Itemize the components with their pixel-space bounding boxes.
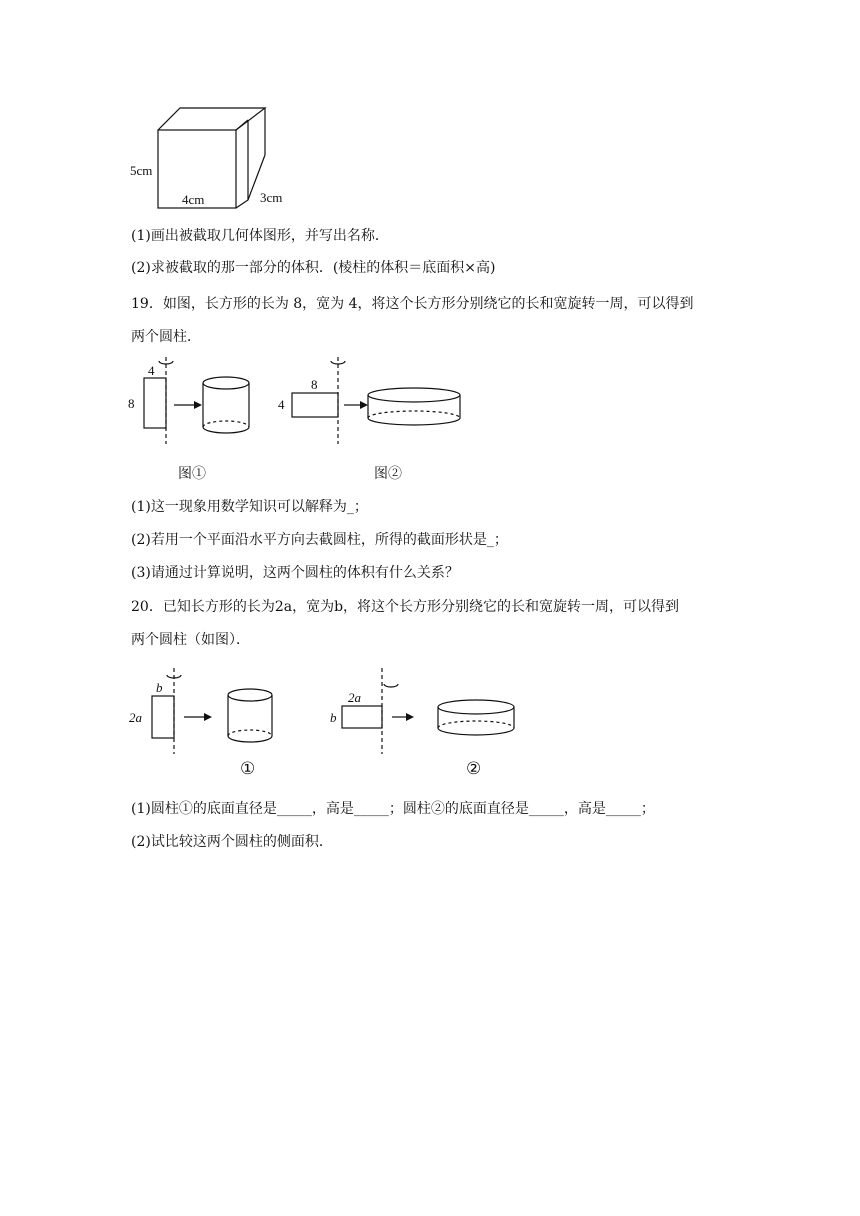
q20-fig2-rectangle	[342, 706, 382, 728]
prism-depth-label: 3cm	[260, 190, 283, 205]
q20-fig1-caption: ①	[240, 759, 256, 779]
q20-fig2-side-label: b	[330, 710, 337, 725]
q19-part1: (1)这一现象用数学知识可以解释为_；	[131, 499, 368, 515]
q19-stem-line1: 19．如图，长方形的长为 8，宽为 4，将这个长方形分别绕它的长和宽旋转一周，可以得到	[131, 296, 694, 312]
q18-part1: (1)画出被截取几何体图形，并写出名称．	[131, 228, 389, 244]
q19-fig1-cylinder-top	[203, 377, 249, 389]
q19-fig1-rotation-arrow	[159, 361, 173, 364]
q20-fig2-top-label: 2a	[348, 690, 361, 705]
prism-height-label: 5cm	[130, 163, 153, 178]
q19-figure-2	[274, 352, 474, 444]
q19-fig1-rectangle	[144, 378, 166, 428]
q18-part2: (2)求被截取的那一部分的体积．(棱柱的体积＝底面积×高)	[131, 260, 496, 276]
q19-fig2-rectangle	[292, 393, 338, 417]
q19-stem-line2: 两个圆柱．	[131, 329, 201, 345]
q20-fig1-side-label: 2a	[129, 710, 142, 725]
q20-figure-2	[326, 664, 526, 754]
q20-fig1-rectangle	[152, 696, 174, 738]
q19-figure-1	[126, 352, 266, 444]
q19-fig2-caption: 图②	[374, 466, 402, 482]
q20-part2: (2)试比较这两个圆柱的侧面积．	[131, 834, 333, 850]
prism-top-face	[158, 108, 265, 130]
prism-figure	[120, 100, 300, 215]
q20-figure-1	[126, 664, 286, 754]
prism-width-label: 4cm	[182, 192, 205, 207]
q20-fig1-cylinder-top	[228, 689, 272, 701]
q19-part2: (2)若用一个平面沿水平方向去截圆柱，所得的截面形状是_；	[131, 532, 508, 548]
q19-fig1-caption: 图①	[178, 466, 206, 482]
q19-fig1-side-label: 8	[128, 396, 135, 411]
q20-fig2-rotation-arrow	[384, 684, 398, 687]
q19-fig2-side-label: 4	[278, 397, 285, 412]
q20-stem-line2: 两个圆柱（如图）．	[131, 632, 250, 648]
q19-fig2-rotation-arrow	[331, 361, 345, 364]
q20-fig2-cylinder-top	[438, 700, 514, 714]
q20-fig1-top-label: b	[156, 680, 163, 695]
q20-fig2-caption: ②	[466, 759, 482, 779]
q19-fig2-top-label: 8	[311, 377, 318, 392]
q19-part3: (3)请通过计算说明，这两个圆柱的体积有什么关系？	[131, 565, 459, 581]
q20-stem-line1: 20．已知长方形的长为2a，宽为b，将这个长方形分别绕它的长和宽旋转一周，可以得到	[131, 599, 680, 615]
q19-fig1-top-label: 4	[148, 363, 155, 378]
q19-fig2-cylinder-top	[368, 388, 460, 402]
q20-part1: (1)圆柱①的底面直径是_____，高是_____；圆柱②的底面直径是_____，高是_____；	[131, 801, 655, 817]
